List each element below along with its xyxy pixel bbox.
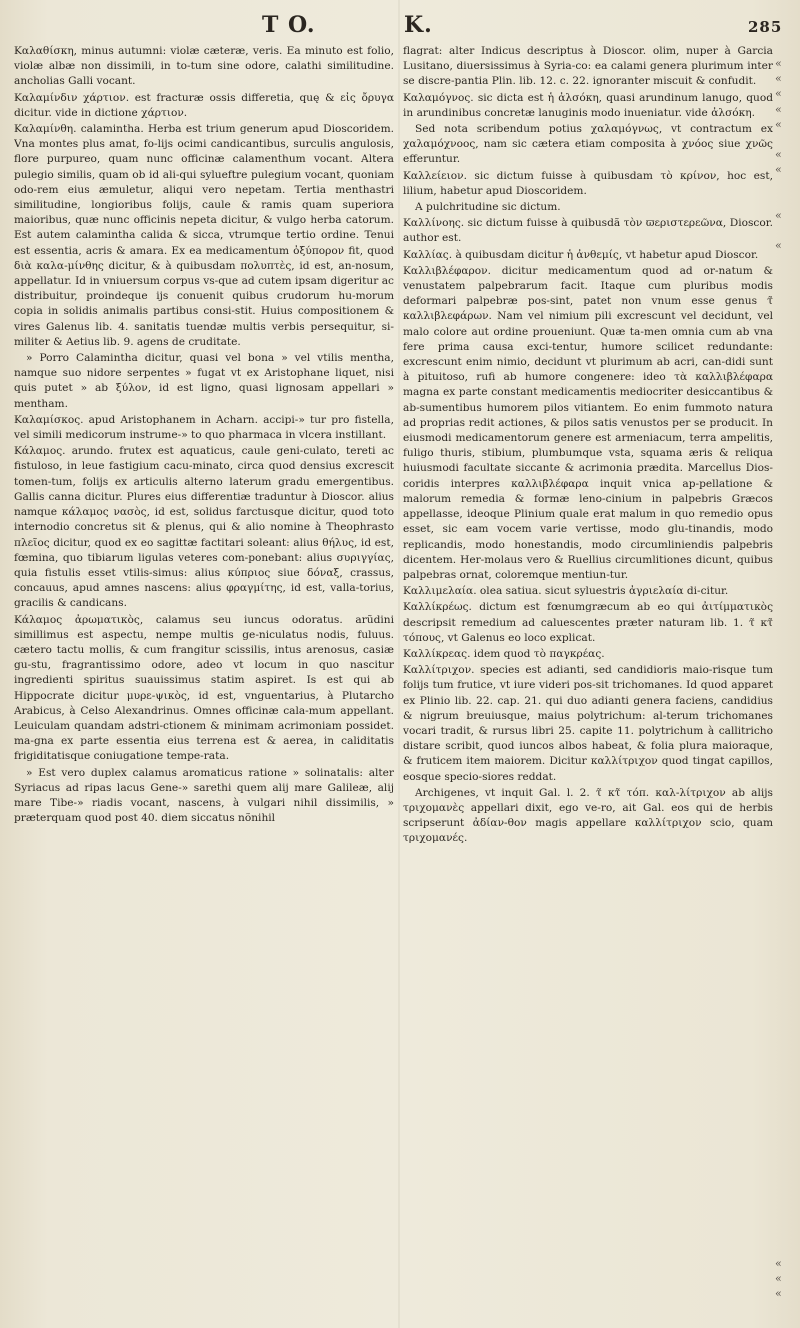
margin-mark [775,1150,797,1165]
entry-kalaminthe: Καλαμίνθη. calamintha. Herba est trium generum apud Dioscoridem. Vna montes plus amat, fo-lijs ocimi candicantibus, surculis angulosis, flore purpureo, quam nunc officinæ calamenthum vocant. Altera pulegio similis, quam ob id ali-qui sylueftre pulegium vocant, quoniam odo-rem eius æmuletur, aliqui vero nepetam. Tertia menthastri similitudine, longioribus folijs, caule & ramis quam superiora maioribus, quæ nunc officinis nepeta dicitur, & vulgo herba catorum. Est autem calamintha calida & sicca, vtrumque tertio ordine. Tenui est essentia, acris & amara. Ex ea medicamentum ὀξύπορον fit, quod διὰ καλα-μίνθης dicitur, & à quibusdam πολυπτὲς, id est, an-nosum, appellatur. Id in vniuersum corpus vs-que ad cutem ipsam digeritur ac distribuitur, proindeque ijs conuenit quibus crudorum hu-morum copia in solidis animalis partibus consi-stit. Huius compositionem & vires Galenus lib. 4. sanitatis tuendæ multis verbis persequitur, si-militer & Aetius lib. 9. agens de cruditate. [14,123,394,348]
margin-mark [775,724,797,739]
entry-kallikreas: Καλλίκρεας. idem quod τὸ παγκρέας. [403,647,605,660]
margin-mark [775,1028,797,1043]
margin-mark [775,1119,797,1134]
note-calamus-aromaticus: » Est vero duplex calamus aromaticus ratione » solinatalis: alter Syriacus ad ripas lacus Gene-» sarethi quem alij mare Galileæ, alij mare Tibe-» riadis vocant, nascens, à vulgari nihil dissimilis, » præterquam quod post 40. diem siccatus nõnihil [14,766,394,825]
margin-mark [775,1225,797,1240]
margin-mark [775,329,797,344]
margin-mark [775,557,797,572]
note-kalamognos: Sed nota scribendum potius χαλαμόγνως, vt contractum ex χαλαμόχνοος, nam sic cætera etiam composita à χνόος siue χνῶς efferuntur. [403,123,773,166]
margin-mark: « [775,87,782,101]
margin-mark [775,284,797,299]
margin-mark [775,481,797,496]
margin-mark [775,815,797,830]
running-head-left: T O. [262,12,316,38]
margin-mark [775,982,797,997]
margin-mark [775,390,797,405]
margin-mark [775,253,797,268]
margin-mark [775,223,797,238]
left-column [14,44,394,1244]
entry-kalliblepharon: Καλλιβλέφαρον. dicitur medicamentum quod ad or-natum & venustatem palpebrarum facit. Itaque cum pluribus modis deformari palpebræ pos-sint, patet non vnum esse genus τ̃ καλλιβλεφάρων. Nam vel nimium pili excrescunt vel decidunt, vel malo colore aut ordine proueniunt. Quæ ta-men omnia cum ab vna fere prima causa exci-tentur, humore scilicet redundante: excrescunt enim nimio, decidunt vt plurimum ab acri, can-didi sunt à pituitoso, rufi ab humore congenere: ideo τὰ καλλιβλέφαρα magna ex parte constant medicamentis mediocriter desiccantibus & ab-sumentibus humorem pilos vitiantem. Eo enim fummoto natura ad proprias redit actiones, & pilos satis venustos per se producit. In eiusmodi medicamentorum genere est armeniacum, terra ampelitis, fuligo thuris, stibium, plumbumque vsta, squama æris & reliqua huiusmodi facultate siccante & acrimonia prædita. Marcellus Dios-coridis interpres καλλιβλέφαρα inquit vnica ap-pellatione & malorum remedia & formæ leno-cinium in palpebris Græcos appellasse, ideoque Plinium quale erat malum in quo remedio opus esset, sic eam vocem varie vertisse, modo glu-tinandis, modo replicandis, modo honestandis, modo circumliniendis palpebris dicentem. Her-molaus vero & Ruellius circumlitiones dicunt, quibus palpebras ornat, coloremque mentiun-tur. [403,264,773,581]
margin-mark [775,1195,797,1210]
page-crease [398,0,400,1328]
margin-mark [775,1074,797,1089]
margin-mark [775,572,797,587]
margin-mark [775,967,797,982]
margin-mark [775,1210,797,1225]
margin-mark [775,588,797,603]
margin-mark: « [775,72,782,86]
margin-mark: « [775,1256,782,1270]
margin-mark [775,770,797,785]
margin-mark [775,178,797,193]
margin-mark [775,299,797,314]
entry-kallimelaia: Καλλιμελαία. olea satiua. sicut syluestris ἀγριελαία di-citur. [403,585,729,598]
margin-mark [775,193,797,208]
margin-mark [775,664,797,679]
right-column [403,44,773,1244]
margin-mark [775,891,797,906]
entry-kallias: Καλλίας. à quibusdam dicitur ἡ ἀνθεμίς, vt habetur apud Dioscor. [403,248,759,261]
margin-mark [775,496,797,511]
margin-mark [775,952,797,967]
margin-mark [775,542,797,557]
margin-mark: « [775,102,782,116]
entry-kalamiskos: Καλαμίσκος. apud Aristophanem in Acharn. accipi-» tur pro fistella, vel simili medicorum instrume-» to quo pharmaca in vlcera instillant. [14,413,394,442]
margin-mark [775,345,797,360]
entry-kalamos-aromatikos: Κάλαμος ἀρωματικὸς, calamus seu iuncus odoratus. arũdini simillimus est aspectu, nempe multis ge-niculatus nodis, fuluus. cætero tactu mollis, & cum frangitur scissilis, intus arenosus, casiæ gu-stu, fragrantissimo odore, adeo vt locum in quo nascitur ingredienti spiritus suauissimus statim aspiret. Is est qui ab Hippocrate dicitur μυρε-ψικὸς, id est, vnguentarius, à Plutarcho Arabicus, à Celso Alexandrinus. Omnes officinæ cala-mum appellant. Leuiculam quandam adstri-ctionem & minimam acrimoniam possidet. ma-gna ex parte essentia eius terrena est & aerea, in caliditatis frigiditatisque coniugatione tempe-rata. [14,613,394,763]
margin-mark [775,831,797,846]
margin-mark: « [775,1287,782,1301]
margin-mark [775,937,797,952]
margin-mark [775,375,797,390]
entry-kalamognos: Καλαμόγνος. sic dicta est ἡ ἀλσόκη, quasi arundinum lanugo, quod in arundinibus concretæ lanuginis modo inueniatur. vide ἀλσόκη. [403,91,773,119]
margin-mark [775,648,797,663]
margin-mark [775,1043,797,1058]
margin-mark: « [775,208,782,222]
margin-mark [775,800,797,815]
margin-mark [775,360,797,375]
margin-mark [775,679,797,694]
margin-mark [775,1134,797,1149]
margin-mark [775,1013,797,1028]
margin-mark [775,421,797,436]
page-number: 285 [748,18,783,36]
margin-mark [775,755,797,770]
margin-mark: « [775,1272,782,1285]
margin-mark [775,922,797,937]
margin-mark [775,1180,797,1195]
margin-mark: « [775,57,782,70]
margin-mark [775,1241,797,1256]
margin-mark [775,132,797,147]
entry-kalleieion: Καλλείειον. sic dictum fuisse à quibusdam τὸ κρίνον, hoc est, lilium, habetur apud Dioscoridem. [403,169,773,197]
margin-mark [775,512,797,527]
entry-kalamos: Κάλαμος. arundo. frutex est aquaticus, caule geni-culato, tereti ac fistuloso, in leue fastigium cacu-minato, circa quod densius excrescit tomen-tum, folijs ex articulis alterno laterum gradu emergentibus. Gallis canna dicitur. Plures eius differentiæ traduntur à Dioscor. alius namque κάλαμος νασὸς, id est, solidus farctusque dicitur, quod toto internodio concretus sit & plenus, qui & alio nomine à Theophrasto πλεῖος dicitur, quod ex eo sagittæ factitari soleant: alius θήλυς, id est, fœmina, quo tibiarum ligulas veteres com-ponebant: alius συριγγίας, quia fistulis esset vtilis-simus: alius κύπριος siue δόναξ, crassus, concauus, apud amnes nascens: alius φραγμίτης, id est, valla-torius, gracilis & candicans. [14,445,394,610]
margin-mark: « [775,239,782,253]
margin-mark: « [775,117,782,131]
margin-mark [775,998,797,1013]
margin-quotation-marks [775,56,797,1301]
margin-mark [775,907,797,922]
margin-mark [775,314,797,329]
margin-mark [775,1104,797,1119]
margin-mark: « [775,148,782,162]
note-kalleieion: A pulchritudine sic dictum. [415,201,561,214]
margin-mark [775,739,797,754]
margin-mark [775,269,797,284]
margin-mark [775,405,797,420]
entry-kallikreos: Καλλίκρέως. dictum est fœnumgræcum ab eo qui ἀιτίμματικὸς descripsit remedium ad caluescentes præter naturam lib. 1. τ̃ κτ̃ τόπους, vt Galenus eo loco explicat. [403,601,773,644]
margin-mark [775,603,797,618]
margin-mark [775,466,797,481]
margin-mark [775,618,797,633]
running-head [0,8,800,40]
margin-mark [775,1089,797,1104]
margin-mark [775,1058,797,1073]
margin-mark [775,709,797,724]
entry-kallitrichon: Καλλίτριχον. species est adianti, sed candidioris maio-risque tum folijs tum frutice, vt iure videri pos-sit trichomanes. Id quod apparet ex Plinio lib. 22. cap. 21. qui duo adianti genera faciens, candidius & nigrum breuiusque, maius polytrichum: al-terum trichomanes vocari tradit, & rursus libri 25. capite 11. polytrichum à callitricho distare scribit, quod iuncos albos habeat, & folia plura maioraque, & fruticem item maiorem. Dicitur καλλίτριχον quod tingat capillos, eosque specio-siores reddat. [403,664,773,783]
margin-mark [775,633,797,648]
entry-kalathiske: Καλαθίσκη, minus autumni: violæ cæteræ, veris. Ea minuto est folio, violæ albæ non dissimili, in to-tum sine odore, calathi similitudine. ancholias Galli vocant. [14,45,394,88]
margin-mark [775,1165,797,1180]
running-head-right: K. [404,12,433,38]
margin-mark [775,876,797,891]
margin-mark [775,785,797,800]
margin-mark: « [775,163,782,177]
note-calamintha: » Porro Calamintha dicitur, quasi vel bona » vel vtilis mentha, namque suo nidore serpentes » fugat vt ex Aristophane liquet, nisi quis putet » ab ξύλον, id est ligno, quasi lignosam appellari » mentham. [14,352,394,410]
entry-kalamidin: Καλαμίνδιν χάρτιον. est fracturæ ossis differetia, quę & εἰς ὄρυγα dicitur. vide in dictione χάρτιον. [14,91,394,119]
note-archigenes: Archigenes, vt inquit Gal. l. 2. τ̃ κτ̃ τόπ. καλ-λίτριχον ab alijs τριχομανὲς appellari dixit, ego ve-ro, ait Gal. eos qui de herbis scripserunt ἀδίαν-θον magis appellare καλλίτριχον scio, quam τριχομανές. [403,786,773,845]
continuation-text: flagrat: alter Indicus descriptus à Dioscor. olim, nuper à Garcia Lusitano, diuersissimus à Syria-co: ea calami genera plurimum inter se discre-pantia Plin. lib. 12. c. 22. ignoranter miscuit & confudit. [403,45,773,88]
margin-mark [775,527,797,542]
margin-mark [775,451,797,466]
margin-mark [775,694,797,709]
entry-kallinoes: Καλλίνοης. sic dictum fuisse à quibusdã τὸν ϖεριστερεῶνα, Dioscor. author est. [403,217,773,245]
margin-mark [775,846,797,861]
margin-mark [775,436,797,451]
margin-mark [775,861,797,876]
